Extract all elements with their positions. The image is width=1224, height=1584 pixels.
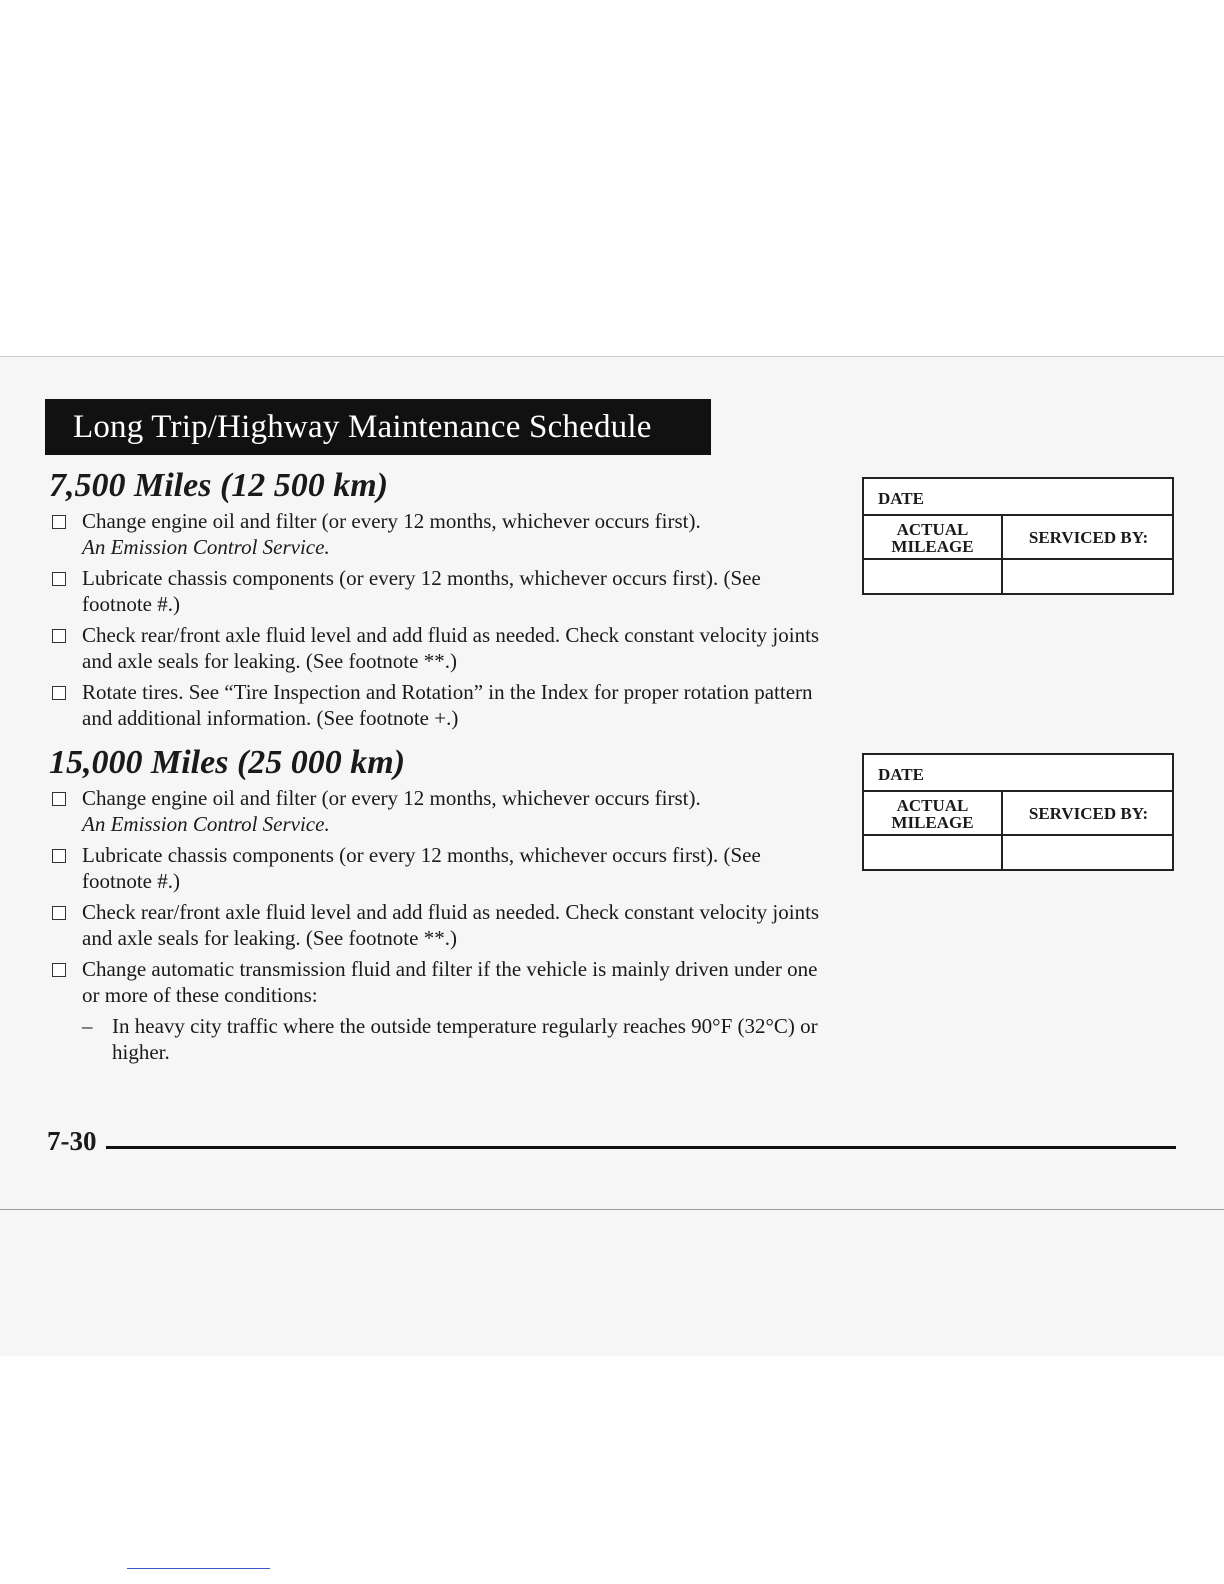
sub-list-item xyxy=(49,1013,829,1065)
date-label: DATE xyxy=(878,765,924,784)
checkbox-icon[interactable] xyxy=(52,906,66,920)
checkbox-icon[interactable] xyxy=(52,792,66,806)
scan-edge-bottom xyxy=(0,1209,1224,1210)
mileage-label-line1: ACTUAL xyxy=(896,796,969,815)
list-item xyxy=(49,565,829,617)
mileage-label-line2: MILEAGE xyxy=(891,537,974,556)
item-text: Rotate tires. See “Tire Inspection and Rotation” in the Index for proper rotation pattern and additional information. (See footnote +.) xyxy=(82,680,813,730)
checklist-7500 xyxy=(49,508,829,736)
checklist-15000 xyxy=(49,785,829,1065)
checkbox-icon[interactable] xyxy=(52,686,66,700)
actual-mileage-header xyxy=(864,792,1003,836)
item-text: Check rear/front axle fluid level and add fluid as needed. Check constant velocity joints and axle seals for leaking. (See footnote **.) xyxy=(82,623,820,673)
item-text: Change automatic transmission fluid and filter if the vehicle is mainly driven under one or more of these conditions: xyxy=(82,957,818,1007)
footer-rule xyxy=(106,1146,1176,1149)
list-item xyxy=(49,508,829,560)
checkbox-icon[interactable] xyxy=(52,849,66,863)
item-text: Check rear/front axle fluid level and add fluid as needed. Check constant velocity joints and axle seals for leaking. (See footnote **.) xyxy=(82,900,820,950)
section-title-15000: 15,000 Miles (25 000 km) xyxy=(49,744,406,781)
serviced-by-header: SERVICED BY: xyxy=(1003,792,1174,836)
checkbox-icon[interactable] xyxy=(52,515,66,529)
scan-edge-top xyxy=(0,356,1224,357)
checkbox-icon[interactable] xyxy=(52,572,66,586)
actual-mileage-field[interactable] xyxy=(864,836,1003,871)
checkbox-icon[interactable] xyxy=(52,963,66,977)
date-label: DATE xyxy=(878,489,924,508)
list-item xyxy=(49,785,829,837)
actual-mileage-header xyxy=(864,516,1003,560)
serviced-by-header: SERVICED BY: xyxy=(1003,516,1174,560)
item-text: Change engine oil and filter (or every 12 months, whichever occurs first). xyxy=(82,509,701,533)
service-record-box-7500 xyxy=(862,477,1174,595)
item-text: Change engine oil and filter (or every 12 months, whichever occurs first). xyxy=(82,786,701,810)
sub-item-text: In heavy city traffic where the outside temperature regularly reaches 90°F (32°C) or higher. xyxy=(112,1014,818,1064)
serviced-by-field[interactable] xyxy=(1003,836,1174,871)
mileage-label-line2: MILEAGE xyxy=(891,813,974,832)
dash-icon: – xyxy=(82,1014,93,1038)
page-number: 7-30 xyxy=(47,1126,97,1156)
item-note: An Emission Control Service. xyxy=(82,812,330,836)
section-title-7500: 7,500 Miles (12 500 km) xyxy=(49,467,389,504)
serviced-by-field[interactable] xyxy=(1003,560,1174,595)
list-item xyxy=(49,622,829,674)
item-text: Lubricate chassis components (or every 12 months, whichever occurs first). (See footnote #.) xyxy=(82,843,761,893)
date-field[interactable] xyxy=(864,755,1172,792)
item-text: Lubricate chassis components (or every 12 months, whichever occurs first). (See footnote #.) xyxy=(82,566,761,616)
date-field[interactable] xyxy=(864,479,1172,516)
list-item xyxy=(49,842,829,894)
list-item xyxy=(49,679,829,731)
checkbox-icon[interactable] xyxy=(52,629,66,643)
list-item xyxy=(49,899,829,951)
actual-mileage-field[interactable] xyxy=(864,560,1003,595)
item-note: An Emission Control Service. xyxy=(82,535,330,559)
link-underline xyxy=(127,1568,270,1569)
service-record-box-15000 xyxy=(862,753,1174,871)
page-title: Long Trip/Highway Maintenance Schedule xyxy=(45,399,711,455)
mileage-label-line1: ACTUAL xyxy=(896,520,969,539)
list-item xyxy=(49,956,829,1008)
